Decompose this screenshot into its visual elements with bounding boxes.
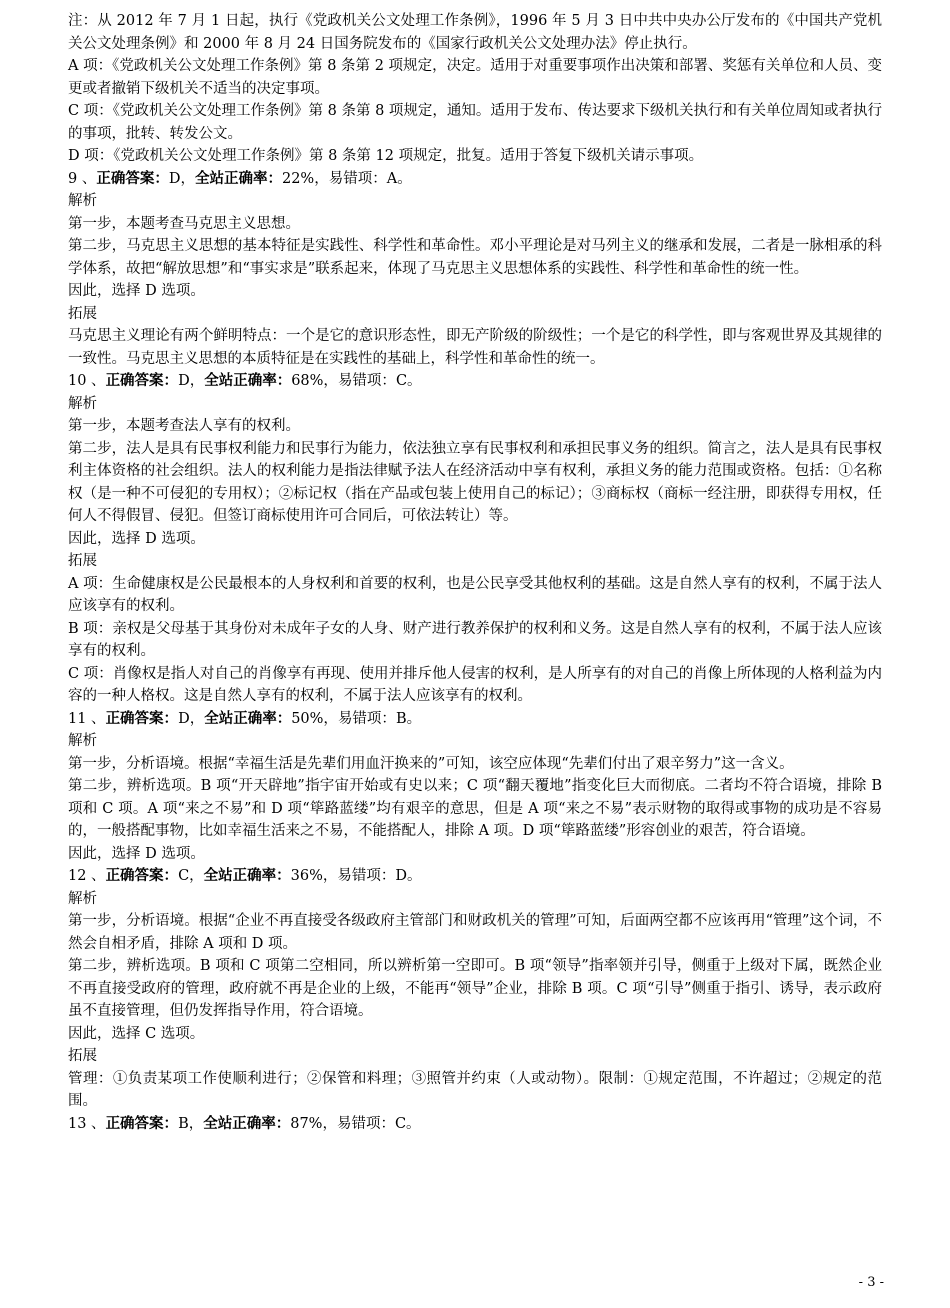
answer-rate-label: 全站正确率： — [203, 1114, 291, 1132]
text-paragraph: 第二步，辨析选项。B 项“开天辟地”指宇宙开始或有史以来；C 项“翻天覆地”指变化巨大而彻底。二者均不符合语境，排除 B 项和 C 项。A 项“来之不易”和 D 项“筚路蓝缕”均有艰辛的意思，但是 A 项“来之不易”表示财物的取得或事物的成功是不容易的，一般搭配事物，比如幸福生活来之不易，不能搭配人，排除 A 项。D 项“筚路蓝缕”形容创业的艰苦，符合语境。 — [68, 778, 882, 839]
answer-num: 11 、 — [68, 710, 106, 727]
text-paragraph: 因此，选择 D 选项。 — [68, 283, 205, 299]
text-paragraph: B 项：亲权是父母基于其身份对未成年子女的人身、财产进行教养保护的权利和义务。这是自然人享有的权利，不属于法人应该享有的权利。 — [68, 620, 882, 659]
text-paragraph: 第一步，本题考查法人享有的权利。 — [68, 418, 300, 434]
page-number: - 3 - — [858, 1274, 884, 1290]
answer-rate: 87%， — [290, 1115, 337, 1132]
text-paragraph: 解析 — [68, 193, 97, 209]
answer-rate-label: 全站正确率： — [203, 867, 291, 884]
text-paragraph: 第二步，马克思主义思想的基本特征是实践性、科学性和革命性。邓小平理论是对马列主义的继承和发展，二者是一脉相承的科学体系，故把“解放思想”和“事实求是”联系起来，体现了马克思主义思想体系的实践性、科学性和革命性的统一性。 — [68, 238, 882, 277]
document-body — [68, 10, 882, 1135]
text-paragraph: 拓展 — [68, 553, 97, 569]
text-paragraph: C 项：肖像权是指人对自己的肖像享有再现、使用并排斥他人侵害的权利，是人所享有的对自己的肖像上所体现的人格利益为内容的一种人格权。这是自然人享有的权利，不属于法人应该享有的权利。 — [68, 665, 882, 704]
answer-num: 9 、 — [68, 170, 97, 187]
answer-answer-label: 正确答案： — [105, 867, 179, 884]
text-paragraph: 拓展 — [68, 1048, 97, 1064]
text-paragraph: A 项：生命健康权是公民最根本的人身权利和首要的权利，也是公民享受其他权利的基础。这是自然人享有的权利，不属于法人应该享有的权利。 — [68, 575, 882, 614]
answer-answer-label: 正确答案： — [96, 169, 169, 187]
text-paragraph: 马克思主义理论有两个鲜明特点：一个是它的意识形态性，即无产阶级的阶级性；一个是它的科学性，即与客观世界及其规律的一致性。马克思主义思想的本质特征是在实践性的基础上，科学性和革命性的统一。 — [68, 328, 882, 367]
answer-rate-label: 全站正确率： — [194, 169, 282, 187]
text-paragraph: 拓展 — [68, 305, 97, 322]
text-paragraph: D 项：《党政机关公文处理工作条例》第 8 条第 12 项规定，批复。适用于答复下级机关请示事项。 — [68, 148, 704, 164]
answer-answer: D， — [168, 170, 195, 187]
text-paragraph: 第二步，法人是具有民事权利能力和民事行为能力，依法独立享有民事权利和承担民事义务的组织。简言之，法人是具有民事权利主体资格的社会组织。法人的权利能力是指法律赋予法人在经济活动中享有权利，承担义务的能力范围或资格。包括：①名称权（是一种不可侵犯的专用权）；②标记权（指在产品或包装上使用自己的标记）；③商标权（商标一经注册，即获得专用权，任何人不得假冒、侵犯。但签订商标使用许可合同后，可依法转让）等。 — [68, 440, 882, 524]
answer-rate: 50%， — [291, 710, 338, 727]
answer-header — [68, 865, 882, 888]
answer-error: C。 — [394, 1115, 421, 1132]
answer-error-label: 易错项： — [336, 1115, 395, 1132]
answer-answer-label: 正确答案： — [105, 709, 179, 727]
answer-rate-label: 全站正确率： — [204, 709, 292, 727]
answer-error-label: 易错项： — [337, 710, 396, 727]
answer-answer-label: 正确答案： — [105, 1114, 179, 1132]
answer-error-label: 易错项： — [337, 373, 396, 389]
text-paragraph: 解析 — [68, 733, 97, 749]
answer-header — [68, 370, 882, 393]
text-paragraph: 解析 — [68, 395, 97, 412]
text-paragraph: 第二步，辨析选项。B 项和 C 项第二空相同，所以辨析第一空即可。B 项“领导”指率领并引导，侧重于上级对下属，既然企业不再直接受政府的管理，政府就不再是企业的上级，不能再“领导”企业，排除 B 项。C 项“引导”侧重于指引、诱导，表示政府虽不直接管理，但仍发挥指导作用，符合语境。 — [68, 958, 882, 1019]
text-paragraph: A 项：《党政机关公文处理工作条例》第 8 条第 2 项规定，决定。适用于对重要事项作出决策和部署、奖惩有关单位和人员、变更或者撤销下级机关不适当的决定事项。 — [68, 58, 882, 97]
answer-header — [68, 708, 882, 731]
answer-answer-label: 正确答案： — [105, 372, 179, 389]
text-paragraph: 第一步，分析语境。根据“幸福生活是先辈们用血汗换来的”可知，该空应体现“先辈们付出了艰辛努力”这一含义。 — [68, 755, 794, 772]
answer-error: C。 — [395, 373, 422, 389]
answer-error: A。 — [386, 170, 412, 187]
answer-num: 12 、 — [68, 868, 106, 884]
text-paragraph: C 项：《党政机关公文处理工作条例》第 8 条第 8 项规定，通知。适用于发布、传达要求下级机关执行和有关单位周知或者执行的事项，批转、转发公文。 — [68, 103, 882, 142]
answer-answer: D， — [178, 373, 205, 389]
answer-rate: 68%， — [291, 373, 338, 389]
answer-answer: D， — [178, 710, 205, 727]
answer-rate: 22%， — [281, 170, 329, 187]
answer-num: 13 、 — [68, 1115, 106, 1132]
text-paragraph: 第一步，本题考查马克思主义思想。 — [68, 215, 300, 232]
answer-rate: 36%， — [290, 868, 338, 884]
text-paragraph: 第一步，分析语境。根据“企业不再直接受各级政府主管部门和财政机关的管理”可知，后面两空都不应该再用“管理”这个词，不然会自相矛盾，排除 A 项和 D 项。 — [68, 913, 882, 952]
answer-rate-label: 全站正确率： — [204, 372, 292, 389]
text-paragraph: 因此，选择 C 选项。 — [68, 1025, 205, 1042]
text-paragraph: 管理：①负责某项工作使顺利进行；②保管和料理；③照管并约束（人或动物）。限制：①规定范围，不许超过；②规定的范围。 — [68, 1070, 882, 1109]
answer-error: B。 — [395, 710, 422, 727]
answer-num: 10 、 — [68, 373, 106, 389]
text-paragraph: 因此，选择 D 选项。 — [68, 530, 205, 547]
answer-error-label: 易错项： — [337, 868, 396, 884]
answer-answer: B， — [178, 1115, 204, 1132]
text-paragraph: 解析 — [68, 890, 97, 907]
answer-error: D。 — [395, 868, 422, 884]
answer-error-label: 易错项： — [328, 170, 387, 187]
text-paragraph: 注：从 2012 年 7 月 1 日起，执行《党政机关公文处理工作条例》，1996 年 5 月 3 日中共中央办公厅发布的《中国共产党机关公文处理条例》和 2000 年 8 月 24 日国务院发布的《国家行政机关公文处理办法》停止执行。 — [68, 13, 882, 52]
answer-header — [68, 1113, 882, 1136]
text-paragraph: 因此，选择 D 选项。 — [68, 845, 205, 862]
answer-header — [68, 168, 882, 191]
answer-answer: C， — [178, 868, 204, 884]
